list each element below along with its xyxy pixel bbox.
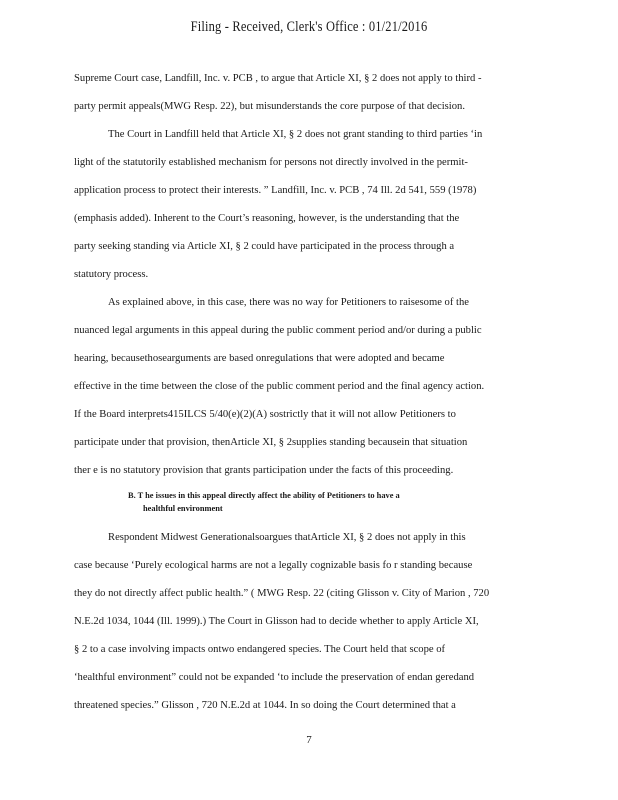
body-line: application process to protect their interests. ” Landfill, Inc. v. PCB , 74 Ill. 2d 541, 559 (1978): [74, 185, 477, 196]
body-line: (emphasis added). Inherent to the Court’s reasoning, however, is the understanding that the: [74, 213, 460, 224]
body-line: effective in the time between the close of the public comment period and the final agency action.: [74, 381, 485, 392]
body-line: they do not directly affect public health.” ( MWG Resp. 22 (citing Glisson v. City of Marion , 720: [74, 588, 490, 599]
body-line: ther e is no statutory provision that grants participation under the facts of this proceeding.: [74, 465, 454, 476]
body-line: As explained above, in this case, there was no way for Petitioners to raisesome of the: [108, 297, 469, 308]
body-line: Supreme Court case, Landfill, Inc. v. PCB , to argue that Article XI, § 2 does not apply to third -: [74, 73, 482, 84]
body-line: threatened species.” Glisson , 720 N.E.2d at 1044. In so doing the Court determined that a: [74, 700, 456, 711]
section-heading: B. T he issues in this appeal directly affect the ability of Petitioners to have a: [128, 491, 400, 500]
body-line: Respondent Midwest Generationalsoargues thatArticle XI, § 2 does not apply in this: [108, 532, 466, 543]
body-line: participate under that provision, thenArticle XI, § 2supplies standing becausein that situation: [74, 437, 468, 448]
body-line: hearing, becausethosearguments are based onregulations that were adopted and became: [74, 353, 445, 364]
body-line: ‘healthful environment” could not be expanded ‘to include the preservation of endan geredand: [74, 672, 475, 683]
body-line: statutory process.: [74, 269, 149, 280]
body-line: party permit appeals(MWG Resp. 22), but misunderstands the core purpose of that decision.: [74, 101, 465, 112]
body-line: case because ‘Purely ecological harms are not a legally cognizable basis fo r standing because: [74, 560, 473, 571]
body-line: § 2 to a case involving impacts ontwo endangered species. The Court held that scope of: [74, 644, 446, 655]
body-line: nuanced legal arguments in this appeal during the public comment period and/or during a public: [74, 325, 482, 336]
body-line: N.E.2d 1034, 1044 (Ill. 1999).) The Court in Glisson had to decide whether to apply Article XI,: [74, 616, 479, 627]
body-line: party seeking standing via Article XI, § 2 could have participated in the process through a: [74, 241, 455, 252]
section-heading-continued: healthful environment: [143, 504, 223, 513]
filing-header: Filing - Received, Clerk's Office : 01/21/2016: [190, 19, 428, 35]
body-line: The Court in Landfill held that Article XI, § 2 does not grant standing to third parties ‘in: [108, 129, 483, 140]
body-line: light of the statutorily established mechanism for persons not directly involved in the permit-: [74, 157, 468, 168]
body-line: If the Board interprets415ILCS 5/40(e)(2)(A) sostrictly that it will not allow Petitioners to: [74, 409, 456, 420]
page-number: 7: [306, 734, 312, 746]
